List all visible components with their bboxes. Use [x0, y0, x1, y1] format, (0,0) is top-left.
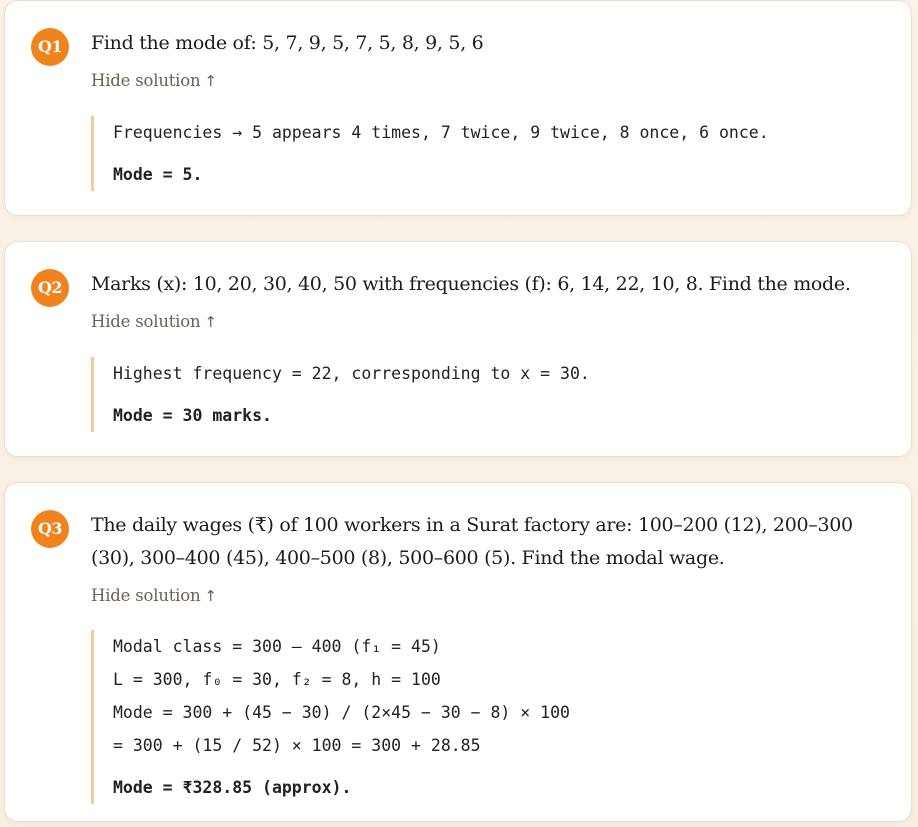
question-card-3	[4, 482, 912, 822]
solution-block	[91, 630, 570, 804]
solution-answer: Mode = 30 marks.	[113, 406, 272, 425]
solution-line: Highest frequency = 22, corresponding to x = 30.	[113, 364, 590, 383]
arrow-up-icon: ↑	[204, 72, 217, 90]
question-text: Marks (x): 10, 20, 30, 40, 50 with frequencies (f): 6, 14, 22, 10, 8. Find the mode.	[91, 273, 851, 295]
toggle-label: Hide solution	[91, 586, 201, 605]
question-text: The daily wages (₹) of 100 workers in a Surat factory are: 100–200 (12), 200–300 (30), 300–400 (45), 400–500 (8), 500–600 (5). Find the modal wage.	[91, 514, 853, 569]
solution-answer: Mode = ₹328.85 (approx).	[113, 778, 352, 797]
question-card-2	[4, 241, 912, 457]
hide-solution-toggle[interactable]	[91, 312, 217, 331]
arrow-up-icon: ↑	[204, 313, 217, 331]
solution-block	[91, 357, 590, 432]
solution-line: L = 300, f₀ = 30, f₂ = 8, h = 100	[113, 670, 441, 689]
solution-block	[91, 116, 769, 191]
solution-line: = 300 + (15 / 52) × 100 = 300 + 28.85	[113, 736, 481, 755]
question-badge: Q2	[31, 269, 69, 307]
hide-solution-toggle[interactable]	[91, 586, 217, 605]
solution-line: Frequencies → 5 appears 4 times, 7 twice, 9 twice, 8 once, 6 once.	[113, 123, 769, 142]
question-card-1	[4, 0, 912, 216]
question-badge: Q3	[31, 510, 69, 548]
toggle-label: Hide solution	[91, 312, 201, 331]
question-text: Find the mode of: 5, 7, 9, 5, 7, 5, 8, 9, 5, 6	[91, 32, 484, 54]
toggle-label: Hide solution	[91, 71, 201, 90]
solution-answer: Mode = 5.	[113, 165, 203, 184]
question-badge: Q1	[31, 28, 69, 66]
hide-solution-toggle[interactable]	[91, 71, 217, 90]
solution-line: Mode = 300 + (45 − 30) / (2×45 − 30 − 8) × 100	[113, 703, 570, 722]
arrow-up-icon: ↑	[204, 587, 217, 605]
solution-line: Modal class = 300 – 400 (f₁ = 45)	[113, 637, 441, 656]
